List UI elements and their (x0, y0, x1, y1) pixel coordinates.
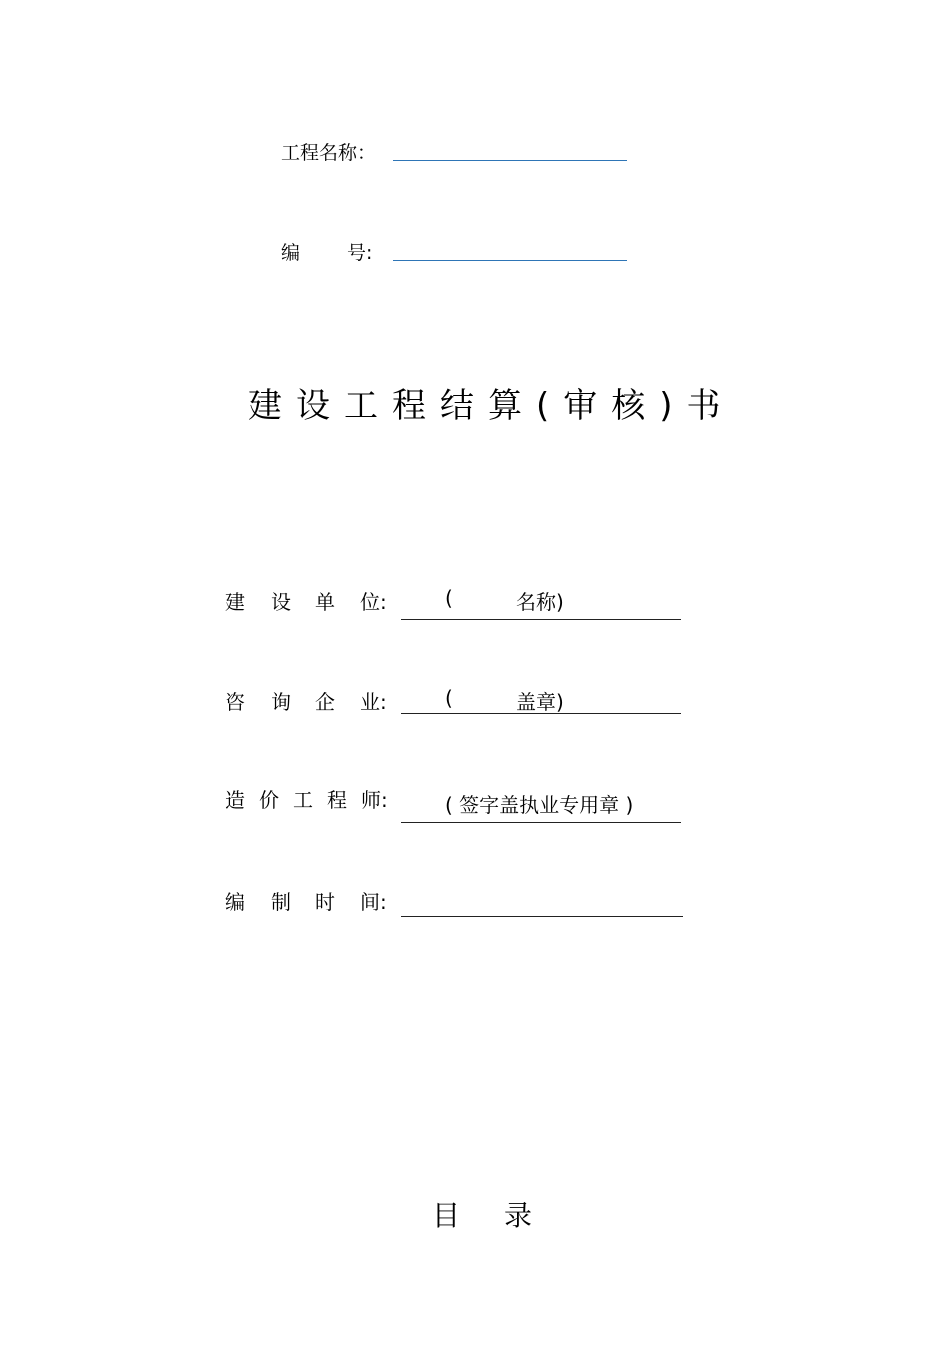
project-name-field[interactable] (393, 160, 627, 161)
label-char: 编 (225, 890, 245, 914)
label-char: 师: (361, 788, 388, 812)
construction-unit-value: 名称) (516, 590, 564, 614)
project-name-label: 工程名称： (281, 142, 377, 164)
label-char: 单 (315, 590, 335, 614)
label-char: 价 (259, 788, 279, 812)
label-char: 造 (225, 788, 245, 812)
label-char: 设 (271, 590, 291, 614)
label-char: 时 (315, 890, 335, 914)
number-field[interactable] (393, 260, 627, 261)
label-char: 制 (271, 890, 291, 914)
document-title: 建设工程结算(审核)书 (248, 386, 735, 426)
label-char: 程 (327, 788, 347, 812)
number-label-b: 号: (347, 242, 373, 264)
cost-engineer-field[interactable] (401, 822, 681, 823)
label-char: 间: (360, 890, 387, 914)
construction-unit-field[interactable] (401, 619, 681, 620)
label-char: 询 (271, 690, 291, 714)
label-char: 工 (293, 788, 313, 812)
number-label-a: 编 (281, 242, 301, 264)
cost-engineer-value: ( 签字盖执业专用章 ) (445, 793, 634, 817)
label-char: 建 (225, 590, 245, 614)
label-char: 位: (360, 590, 387, 614)
label-char: 企 (315, 690, 335, 714)
consulting-firm-value: 盖章) (516, 690, 564, 714)
preparation-date-label (225, 886, 387, 915)
consulting-firm-field[interactable] (401, 713, 681, 714)
consulting-firm-label (225, 686, 387, 715)
label-char: 咨 (225, 690, 245, 714)
consulting-firm-open-paren: ( (445, 686, 453, 710)
toc-title: 目录 (432, 1199, 577, 1232)
construction-unit-label (225, 586, 387, 615)
cost-engineer-label (225, 784, 388, 813)
preparation-date-field[interactable] (401, 916, 683, 917)
label-char: 业: (360, 690, 387, 714)
construction-unit-open-paren: ( (445, 586, 453, 610)
